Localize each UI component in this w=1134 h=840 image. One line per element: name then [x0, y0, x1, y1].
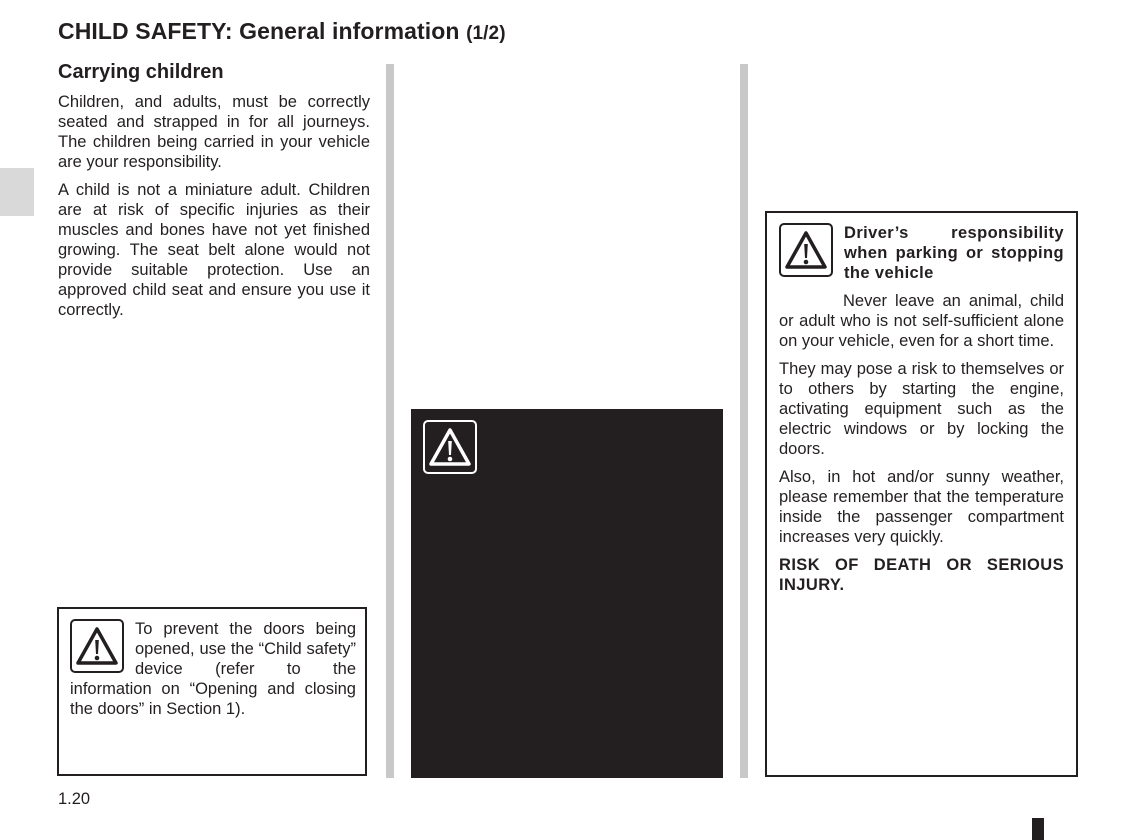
page-number: 1.20 [58, 790, 91, 808]
column-separator [740, 64, 748, 778]
warning-triangle-icon [423, 420, 477, 474]
section-heading: Carrying children [58, 61, 224, 83]
warning-paragraph: They may pose a risk to themselves or to others by starting the engine, activating equipment such as the electric windows or by locking the doors. [779, 360, 1064, 458]
warning-triangle-icon [70, 619, 124, 673]
warning-heading: Driver’s responsibility when parking or stopping the vehicle [844, 224, 1064, 282]
page-corner-mark [1032, 818, 1044, 840]
child-safety-warning-box [57, 607, 367, 776]
title-text: CHILD SAFETY: General information [58, 18, 460, 44]
black-warning-box [411, 409, 723, 778]
page-title [58, 18, 506, 45]
warning-content [779, 223, 1064, 595]
chapter-tab-marker [0, 168, 34, 216]
warning-content [70, 619, 356, 719]
warning-paragraph: Also, in hot and/or sunny weather, please remember that the temperature inside the passenger compartment increases very quickly. [779, 468, 1064, 546]
warning-text: To prevent the doors being opened, use the “Child safety” device (refer to the information on “Opening and closing the doors” in Section 1). [70, 620, 356, 718]
title-part: (1/2) [466, 23, 506, 44]
risk-statement: RISK OF DEATH OR SERIOUS INJURY. [779, 556, 1064, 594]
driver-responsibility-warning-box [765, 211, 1078, 777]
column-separator [386, 64, 394, 778]
paragraph: Children, and adults, must be correctly seated and strapped in for all journeys. The children being carried in your vehicle are your responsibility. [58, 93, 370, 171]
warning-paragraph: Never leave an animal, child or adult who is not self-sufficient alone on your vehicle, even for a short time. [779, 292, 1064, 350]
paragraph: A child is not a miniature adult. Children are at risk of specific injuries as their muscles and bones have not yet finished growing. The seat belt alone would not provide suitable protection. Use an approved child seat and ensure you use it correctly. [58, 181, 370, 319]
warning-triangle-icon [779, 223, 833, 277]
